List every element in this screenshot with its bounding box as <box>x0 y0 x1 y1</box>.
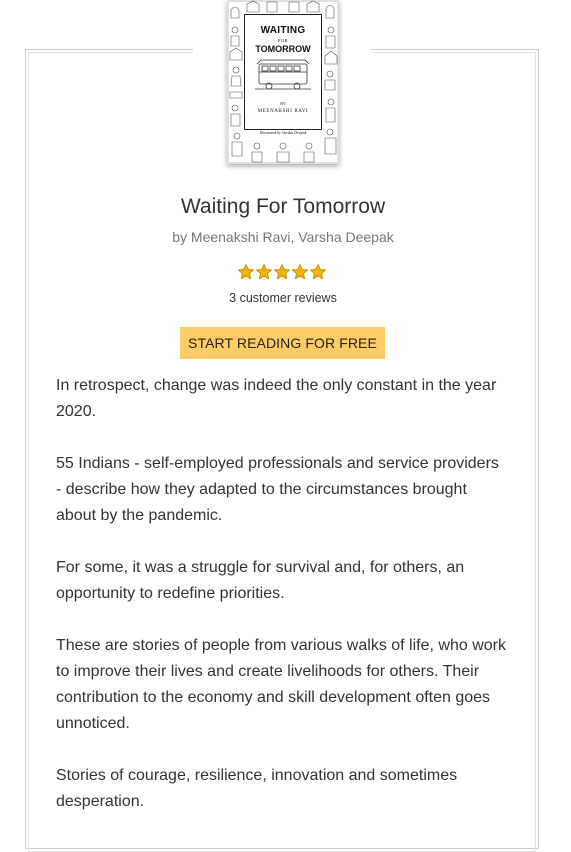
rating-stars <box>237 263 327 282</box>
star-icon <box>255 263 273 281</box>
bus-illustration-icon <box>255 58 311 92</box>
star-icon <box>291 263 309 281</box>
description-paragraph: 55 Indians - self-employed professionals and service providers - describe how they adapted to the circumstances brought about by the pandemic. <box>56 455 499 524</box>
cover-title-line2: FOR <box>277 38 289 43</box>
cover-author: MEENAKSHI RAVI <box>257 109 309 114</box>
start-reading-button[interactable]: START READING FOR FREE <box>180 327 385 359</box>
cover-title-box <box>244 14 322 130</box>
book-authors: by Meenakshi Ravi, Varsha Deepak <box>172 229 394 245</box>
star-icon <box>237 263 255 281</box>
description-paragraph: For some, it was a struggle for survival and, for others, an opportunity to redefine priorities. <box>56 559 465 602</box>
cover-illustrator: Illustrated by Varsha Deepak <box>259 130 307 135</box>
cover-title-line3: TOMORROW <box>255 44 311 54</box>
star-icon <box>273 263 291 281</box>
description-paragraph: These are stories of people from various walks of life, who work to improve their lives and create livelihoods for others. Their contribution to the economy and skill development often goes unnoticed. <box>56 637 506 732</box>
customer-reviews-link[interactable]: 3 customer reviews <box>229 291 337 305</box>
cover-title-line1: WAITING <box>260 25 306 36</box>
description-paragraph: In retrospect, change was indeed the only constant in the year 2020. <box>56 377 497 420</box>
description-paragraph: Stories of courage, resilience, innovation and sometimes desperation. <box>56 767 458 810</box>
book-cover[interactable] <box>227 0 339 164</box>
cover-by: BY <box>280 101 286 106</box>
book-title: Waiting For Tomorrow <box>180 195 386 218</box>
star-icon <box>309 263 327 281</box>
book-description <box>56 373 506 841</box>
